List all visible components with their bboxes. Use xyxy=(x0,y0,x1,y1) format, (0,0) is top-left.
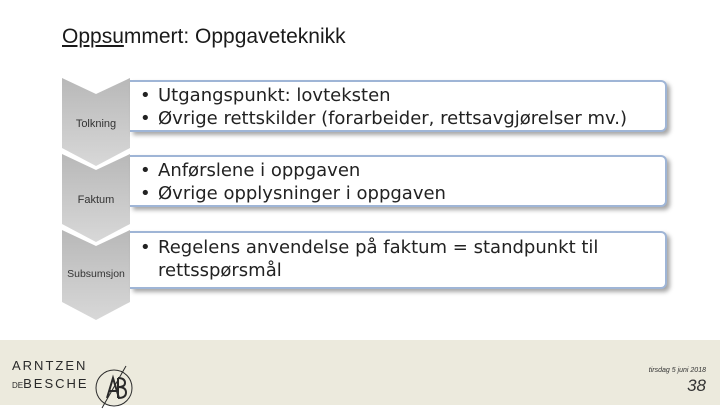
bullet-list xyxy=(130,233,665,282)
step-label-faktum: Faktum xyxy=(77,194,115,206)
title-rest: mmert: Oppgaveteknikk xyxy=(123,25,346,48)
step-box-subsumsjon xyxy=(130,231,667,289)
bullet-item: • Anførslene i oppgaven xyxy=(140,159,665,182)
footer-date: tirsdag 5 juni 2018 xyxy=(648,367,706,374)
company-logo xyxy=(12,354,132,394)
bullet-item: • Regelens anvendelse på faktum = standpunkt til rettsspørsmål xyxy=(140,236,638,282)
page-number: 38 xyxy=(687,376,706,395)
chevron-subsumsjon xyxy=(62,230,130,320)
step-box-tolkning xyxy=(130,80,667,132)
logo-text-line2 xyxy=(12,376,89,391)
slide-title xyxy=(62,25,346,49)
logo-emblem-icon xyxy=(92,364,136,410)
bullet-item: • Øvrige opplysninger i oppgaven xyxy=(140,182,665,205)
logo-text-besche: BESCHE xyxy=(23,376,89,391)
logo-text-line1: ARNTZEN xyxy=(12,358,88,373)
bullet-item: • Utgangspunkt: lovteksten xyxy=(140,84,665,107)
step-label-tolkning: Tolkning xyxy=(75,118,117,130)
title-underlined-part: Oppsu xyxy=(62,25,124,48)
chevron-faktum xyxy=(62,154,130,242)
bullet-item: • Øvrige rettskilder (forarbeider, rettsavgjørelser mv.) xyxy=(140,107,665,130)
step-label-subsumsjon: Subsumsjon xyxy=(67,268,125,280)
step-box-faktum xyxy=(130,155,667,207)
bullet-list xyxy=(130,82,665,130)
chevron-tolkning xyxy=(62,78,130,166)
bullet-list xyxy=(130,157,665,205)
logo-text-prefix: DE xyxy=(12,381,24,390)
footer-bar xyxy=(0,340,720,405)
